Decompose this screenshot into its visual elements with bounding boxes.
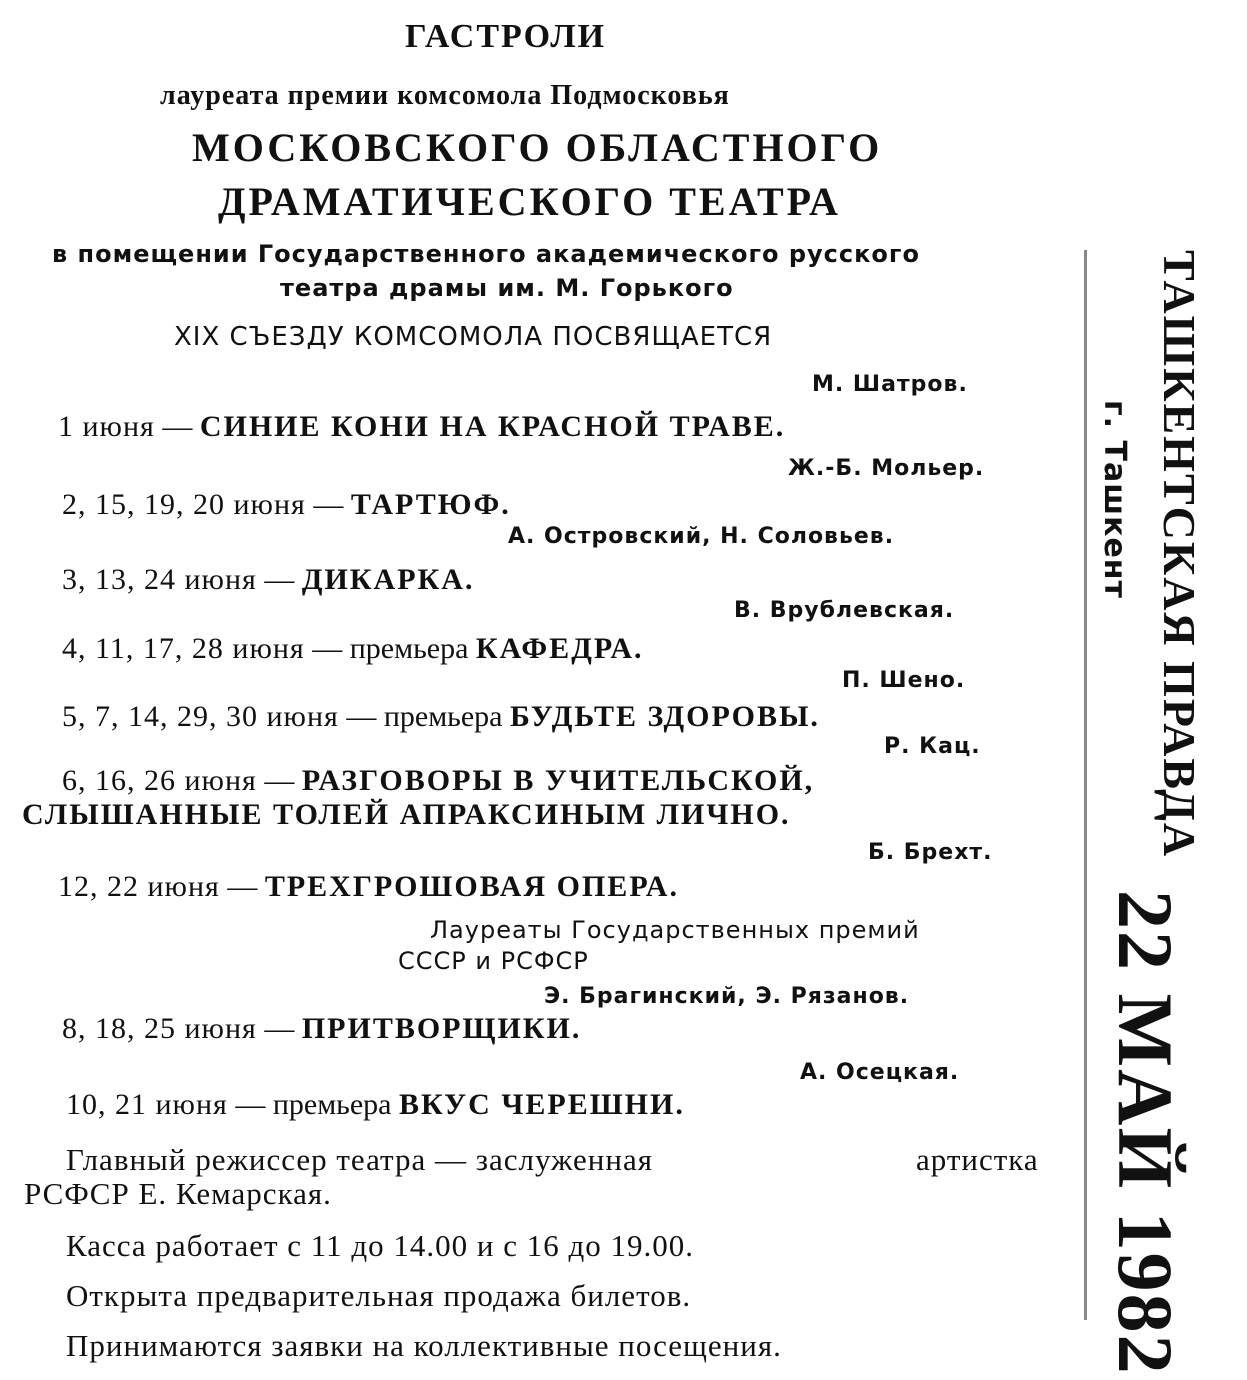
venue-line2: театра драмы им. М. Горького: [280, 274, 734, 302]
dates: 6, 16, 26 июня: [62, 764, 257, 797]
clipping-divider: [1084, 250, 1087, 1320]
play-title: КАФЕДРА.: [475, 632, 644, 665]
program-row: [62, 632, 644, 666]
headline-theatre-line2: ДРАМАТИЧЕСКОГО ТЕАТРА: [218, 179, 841, 224]
author: Э. Брагинский, Э. Рязанов.: [544, 984, 910, 1009]
author: Б. Брехт.: [868, 840, 993, 865]
program-row: [66, 1088, 685, 1122]
program-row: [62, 563, 474, 597]
program-row: [58, 870, 679, 904]
dates: 2, 15, 19, 20 июня: [62, 488, 306, 521]
program-row: [58, 410, 785, 444]
author: Ж.-Б. Мольер.: [788, 456, 985, 481]
dash: —: [346, 700, 377, 733]
dates: 1 июня: [58, 410, 155, 443]
dates: 4, 11, 17, 28 июня: [62, 632, 305, 665]
program-row-continued: [22, 798, 791, 832]
premiere-label: премьера: [349, 632, 469, 665]
play-title: БУДЬТЕ ЗДОРОВЫ.: [510, 700, 820, 733]
newspaper-masthead: ТАШКЕНТСКАЯ ПРАВДА: [1154, 250, 1205, 859]
dash: —: [313, 488, 344, 521]
dates: 8, 18, 25 июня: [62, 1012, 257, 1045]
author: М. Шатров.: [812, 372, 968, 397]
dates: 3, 13, 24 июня: [62, 563, 257, 596]
dedication: XIX СЪЕЗДУ КОМСОМОЛА ПОСВЯЩАЕТСЯ: [174, 322, 773, 352]
dates: 12, 22 июня: [58, 870, 220, 903]
headline-tour: ГАСТРОЛИ: [405, 18, 607, 55]
box-office-hours: Касса работает с 11 до 14.00 и с 16 до 19.00.: [66, 1228, 695, 1263]
presale-notice: Открыта предварительная продажа билетов.: [66, 1278, 692, 1313]
dates: 5, 7, 14, 29, 30 июня: [62, 700, 339, 733]
play-title: ПРИТВОРЩИКИ.: [301, 1012, 582, 1045]
newspaper-city: г. Ташкент: [1097, 400, 1132, 599]
dash: —: [264, 563, 295, 596]
author: А. Островский, Н. Соловьев.: [508, 524, 895, 549]
program-row: [62, 1012, 581, 1046]
play-title: ВКУС ЧЕРЕШНИ.: [399, 1088, 685, 1121]
play-title-continued: СЛЫШАННЫЕ ТОЛЕЙ АПРАКСИНЫМ ЛИЧНО.: [22, 798, 791, 831]
group-bookings-notice: Принимаются заявки на коллективные посещения.: [66, 1328, 782, 1363]
play-title: РАЗГОВОРЫ В УЧИТЕЛЬСКОЙ,: [301, 764, 815, 797]
play-title: ДИКАРКА.: [301, 563, 475, 596]
headline-laureate: лауреата премии комсомола Подмосковья: [160, 80, 730, 111]
dash: —: [264, 764, 295, 797]
laureates-line2: СССР и РСФСР: [398, 947, 589, 975]
premiere-label: премьера: [383, 700, 503, 733]
program-row: [62, 700, 820, 734]
play-title: ТРЕХГРОШОВАЯ ОПЕРА.: [264, 870, 679, 903]
play-title: ТАРТЮФ.: [350, 488, 511, 521]
play-title: СИНИЕ КОНИ НА КРАСНОЙ ТРАВЕ.: [199, 410, 786, 443]
program-row: [62, 488, 511, 522]
premiere-label: премьера: [272, 1088, 392, 1121]
dash: —: [235, 1088, 266, 1121]
director-line2: РСФСР Е. Кемарская.: [24, 1176, 332, 1211]
author: Р. Кац.: [884, 734, 981, 759]
laureates-line1: Лауреаты Государственных премий: [430, 916, 920, 944]
author: В. Врублевская.: [734, 598, 955, 623]
author: А. Осецкая.: [800, 1060, 960, 1085]
clipping-date-stamp: 22 МАЙ 1982: [1102, 890, 1189, 1376]
dash: —: [227, 870, 258, 903]
director-line1-end: артистка: [916, 1142, 1039, 1177]
dash: —: [264, 1012, 295, 1045]
dash: —: [312, 632, 343, 665]
author: П. Шено.: [842, 668, 966, 693]
director-line1: Главный режиссер театра — заслуженная: [66, 1142, 654, 1177]
dates: 10, 21 июня: [66, 1088, 228, 1121]
venue-line1: в помещении Государственного академического русского: [52, 240, 920, 268]
program-row: [62, 764, 814, 798]
dash: —: [162, 410, 193, 443]
headline-theatre-line1: МОСКОВСКОГО ОБЛАСТНОГО: [192, 125, 883, 170]
